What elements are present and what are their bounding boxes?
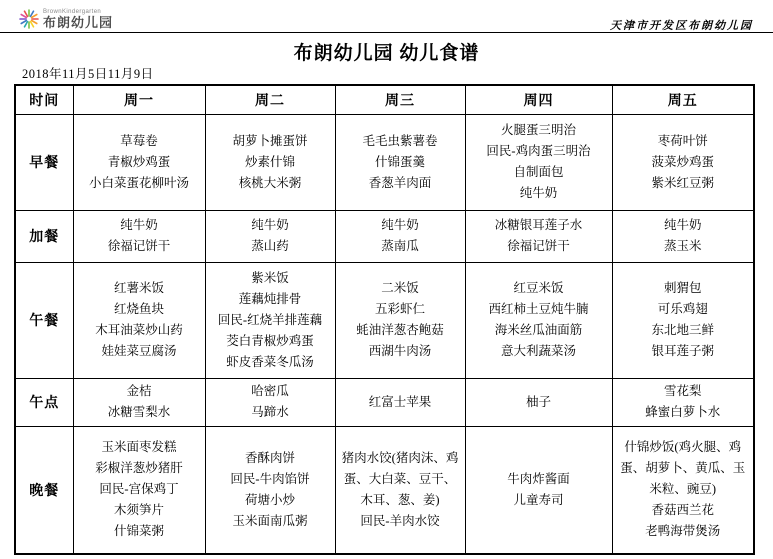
menu-item: 紫米饭	[251, 270, 289, 285]
menu-item: 西红柿土豆炖牛腩	[488, 302, 589, 316]
menu-item: 香葱羊肉面	[368, 175, 432, 190]
menu-cell	[465, 114, 612, 210]
menu-item: 纯牛奶	[663, 218, 702, 232]
menu-item: 牛肉炸酱面	[507, 471, 570, 486]
menu-item: 刺猬包	[663, 281, 702, 295]
starburst-icon	[18, 8, 40, 30]
day-column-header: 周四	[465, 85, 612, 114]
logo	[18, 8, 113, 30]
menu-row	[15, 426, 754, 554]
menu-item: 虾皮香菜冬瓜汤	[226, 354, 314, 369]
menu-row	[15, 210, 754, 262]
day-column-header: 周二	[205, 85, 335, 114]
menu-item: 柚子	[525, 394, 551, 409]
menu-item: 香菇西兰花	[651, 503, 714, 518]
menu-cell	[205, 426, 335, 554]
page-title: 布朗幼儿园 幼儿食谱	[293, 43, 480, 64]
menu-cell	[465, 262, 612, 378]
logo-brand-en: BrownKindergarten	[43, 9, 102, 15]
menu-item: 毛毛虫紫薯卷	[362, 133, 438, 148]
menu-item: 蜂蜜白萝卜水	[645, 405, 721, 419]
menu-cell	[465, 426, 612, 554]
menu-cell	[612, 262, 754, 378]
menu-cell	[612, 378, 754, 426]
menu-item: 小白菜蛋花柳叶汤	[88, 175, 189, 190]
menu-item: 老鸭海带煲汤	[645, 524, 721, 539]
row-label: 晚餐	[15, 426, 73, 554]
menu-item: 可乐鸡翅	[657, 302, 708, 316]
menu-item: 红薯米饭	[113, 281, 164, 295]
row-label: 午餐	[15, 262, 73, 378]
menu-item: 意大利蔬菜汤	[500, 344, 576, 358]
menu-item: 彩椒洋葱炒猪肝	[95, 461, 183, 476]
menu-item: 金桔	[126, 384, 152, 398]
row-label: 加餐	[15, 210, 73, 262]
header-divider	[0, 32, 773, 33]
day-column-header: 周一	[73, 85, 205, 114]
time-column-header: 时间	[15, 85, 73, 114]
menu-item: 纯牛奶	[120, 218, 158, 232]
menu-item: 回民-牛肉馅饼	[230, 471, 310, 486]
menu-cell	[73, 378, 205, 426]
menu-item: 什锦蛋羹	[374, 154, 425, 169]
menu-item: 雪花梨	[663, 384, 702, 398]
row-label: 早餐	[15, 114, 73, 210]
menu-item: 马蹄水	[251, 405, 289, 419]
menu-cell	[335, 262, 465, 378]
menu-cell	[205, 378, 335, 426]
menu-item: 徐福记饼干	[107, 239, 171, 253]
menu-item: 猪肉水饺(猪肉沫、鸡蛋、大白菜、豆干、木耳、葱、姜)	[341, 450, 459, 507]
menu-row	[15, 378, 754, 426]
menu-item: 炒素什锦	[244, 154, 295, 169]
logo-brand-cn: 布朗幼儿园	[43, 15, 114, 30]
menu-item: 自制面包	[513, 165, 564, 179]
menu-item: 核桃大米粥	[238, 175, 302, 190]
menu-table	[14, 84, 755, 555]
menu-item: 东北地三鲜	[651, 323, 714, 337]
menu-item: 草莓卷	[120, 133, 158, 148]
menu-item: 蒸山药	[251, 239, 289, 253]
menu-item: 枣荷叶饼	[657, 133, 708, 148]
menu-item: 莲藕炖排骨	[238, 291, 302, 306]
menu-item: 二米饭	[381, 281, 419, 295]
menu-cell	[612, 426, 754, 554]
menu-row	[15, 114, 754, 210]
menu-item: 青椒炒鸡蛋	[107, 154, 171, 169]
header-row	[15, 85, 754, 114]
menu-item: 海米丝瓜油面筋	[494, 323, 583, 337]
menu-row	[15, 262, 754, 378]
menu-item: 儿童寿司	[513, 492, 564, 507]
menu-item: 蚝油洋葱杏鲍菇	[356, 323, 444, 337]
menu-cell	[205, 210, 335, 262]
menu-item: 木耳油菜炒山药	[95, 323, 183, 337]
menu-item: 回民-红烧羊排莲藕	[217, 312, 323, 327]
menu-item: 哈密瓜	[251, 384, 289, 398]
day-column-header: 周五	[612, 85, 754, 114]
menu-item: 什锦菜粥	[113, 524, 164, 539]
menu-item: 荷塘小炒	[244, 492, 295, 507]
menu-cell	[465, 378, 612, 426]
menu-cell	[73, 262, 205, 378]
menu-item: 徐福记饼干	[507, 239, 570, 253]
menu-item: 回民-鸡肉蛋三明治	[486, 144, 591, 158]
menu-item: 蒸南瓜	[381, 239, 419, 253]
menu-item: 回民-宫保鸡丁	[99, 482, 179, 497]
menu-item: 红富士苹果	[368, 394, 432, 409]
menu-item: 红豆米饭	[513, 281, 564, 295]
menu-cell	[335, 426, 465, 554]
menu-item: 银耳莲子粥	[651, 344, 714, 358]
menu-cell	[335, 378, 465, 426]
menu-item: 西湖牛肉汤	[368, 344, 432, 358]
menu-item: 玉米面枣发糕	[101, 440, 177, 455]
menu-item: 火腿蛋三明治	[500, 123, 576, 137]
menu-cell	[612, 210, 754, 262]
menu-item: 蒸玉米	[663, 239, 702, 253]
menu-cell	[335, 210, 465, 262]
menu-cell	[465, 210, 612, 262]
school-name: 天津市开发区布朗幼儿园	[610, 20, 753, 32]
menu-item: 回民-羊肉水饺	[360, 513, 440, 528]
menu-item: 胡萝卜摊蛋饼	[232, 133, 308, 148]
logo-text	[43, 9, 113, 29]
menu-cell	[612, 114, 754, 210]
menu-item: 五彩虾仁	[374, 302, 425, 316]
menu-cell	[335, 114, 465, 210]
menu-item: 玉米面南瓜粥	[232, 513, 308, 528]
menu-item: 纯牛奶	[251, 218, 289, 232]
menu-item: 红烧鱼块	[113, 302, 164, 316]
menu-cell	[73, 426, 205, 554]
menu-item: 娃娃菜豆腐汤	[101, 344, 177, 358]
menu-item: 菠菜炒鸡蛋	[651, 154, 714, 169]
menu-cell	[73, 210, 205, 262]
menu-item: 冰糖银耳莲子水	[494, 218, 583, 232]
menu-item: 紫米红豆粥	[651, 175, 714, 190]
menu-item: 纯牛奶	[519, 186, 558, 200]
row-label: 午点	[15, 378, 73, 426]
menu-item: 茭白青椒炒鸡蛋	[226, 333, 314, 348]
date-range: 2018年11月5日11月9日	[22, 67, 154, 81]
menu-cell	[205, 262, 335, 378]
menu-item: 什锦炒饭(鸡火腿、鸡蛋、胡萝卜、黄瓜、玉米粒、豌豆)	[620, 440, 746, 497]
menu-item: 纯牛奶	[381, 218, 419, 232]
day-column-header: 周三	[335, 85, 465, 114]
menu-item: 香酥肉饼	[244, 450, 295, 465]
menu-item: 木须笋片	[113, 503, 164, 518]
menu-cell	[205, 114, 335, 210]
menu-item: 冰糖雪梨水	[107, 405, 171, 419]
menu-cell	[73, 114, 205, 210]
